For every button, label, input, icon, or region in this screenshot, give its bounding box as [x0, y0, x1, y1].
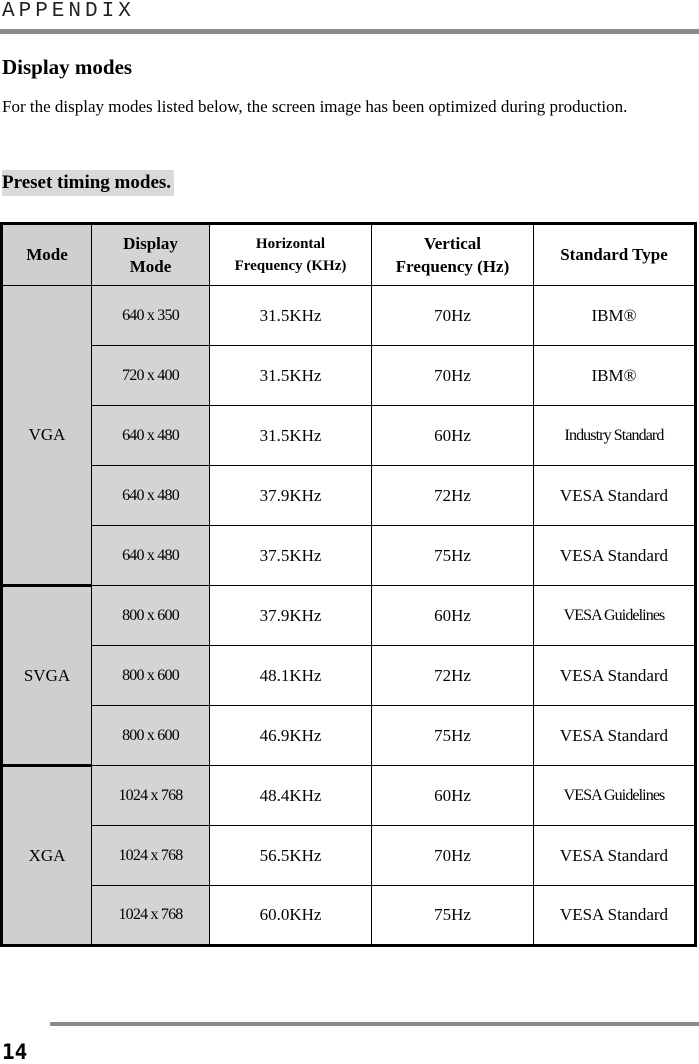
header-horizontal-line1: Horizontal — [255, 236, 326, 252]
horizontal-cell: 48.4KHz — [210, 766, 372, 826]
header-display-line1: Display — [123, 234, 178, 253]
table-row — [2, 706, 696, 766]
mode-vga: VGA — [2, 286, 92, 586]
footer-rule — [50, 1022, 699, 1026]
table-row — [2, 466, 696, 526]
horizontal-cell: 31.5KHz — [210, 346, 372, 406]
header-mode: Mode — [2, 224, 92, 286]
table-header-row — [2, 224, 696, 286]
display-mode-cell: 1024 x 768 — [92, 826, 210, 886]
header-horizontal — [210, 224, 372, 286]
table-row — [2, 526, 696, 586]
standard-cell: VESA Standard — [534, 526, 696, 586]
standard-cell: VESA Standard — [534, 646, 696, 706]
header-vertical — [372, 224, 534, 286]
display-mode-cell: 800 x 600 — [92, 706, 210, 766]
display-mode-cell: 1024 x 768 — [92, 766, 210, 826]
table-row — [2, 346, 696, 406]
header-horizontal-line2: Frequency (KHz) — [234, 258, 347, 274]
table-row — [2, 886, 696, 946]
table-row — [2, 646, 696, 706]
timing-table — [0, 222, 697, 947]
standard-cell: IBM® — [534, 286, 696, 346]
horizontal-cell: 46.9KHz — [210, 706, 372, 766]
vertical-cell: 70Hz — [372, 346, 534, 406]
table-row — [2, 286, 696, 346]
standard-cell: Industry Standard — [534, 406, 696, 466]
preset-timing-subhead: Preset timing modes. — [2, 170, 174, 196]
standard-cell: VESA Standard — [534, 886, 696, 946]
horizontal-cell: 48.1KHz — [210, 646, 372, 706]
vertical-cell: 70Hz — [372, 286, 534, 346]
vertical-cell: 72Hz — [372, 646, 534, 706]
table-row — [2, 586, 696, 646]
horizontal-cell: 31.5KHz — [210, 406, 372, 466]
standard-cell: IBM® — [534, 346, 696, 406]
header-vertical-line2: Frequency (Hz) — [395, 257, 510, 276]
vertical-cell: 60Hz — [372, 586, 534, 646]
table-row — [2, 406, 696, 466]
display-mode-cell: 640 x 350 — [92, 286, 210, 346]
vertical-cell: 75Hz — [372, 526, 534, 586]
table-row — [2, 766, 696, 826]
horizontal-cell: 31.5KHz — [210, 286, 372, 346]
display-mode-cell: 640 x 480 — [92, 466, 210, 526]
horizontal-cell: 37.9KHz — [210, 586, 372, 646]
display-mode-cell: 720 x 400 — [92, 346, 210, 406]
display-mode-cell: 800 x 600 — [92, 646, 210, 706]
standard-cell: VESA Standard — [534, 706, 696, 766]
header-display-line2: Mode — [129, 257, 172, 276]
header-rule — [0, 29, 699, 34]
standard-cell: VESA Guidelines — [534, 766, 696, 826]
table-row — [2, 826, 696, 886]
vertical-cell: 70Hz — [372, 826, 534, 886]
horizontal-cell: 37.9KHz — [210, 466, 372, 526]
display-mode-cell: 640 x 480 — [92, 406, 210, 466]
mode-xga: XGA — [2, 766, 92, 946]
header-display-mode — [92, 224, 210, 286]
horizontal-cell: 56.5KHz — [210, 826, 372, 886]
standard-cell: VESA Standard — [534, 826, 696, 886]
display-mode-cell: 1024 x 768 — [92, 886, 210, 946]
header-title: APPENDIX — [2, 0, 135, 23]
vertical-cell: 75Hz — [372, 886, 534, 946]
vertical-cell: 60Hz — [372, 406, 534, 466]
vertical-cell: 60Hz — [372, 766, 534, 826]
mode-svga: SVGA — [2, 586, 92, 766]
header-vertical-line1: Vertical — [424, 234, 481, 253]
vertical-cell: 75Hz — [372, 706, 534, 766]
vertical-cell: 72Hz — [372, 466, 534, 526]
display-mode-cell: 640 x 480 — [92, 526, 210, 586]
standard-cell: VESA Guidelines — [534, 586, 696, 646]
page-number: 14 — [2, 1040, 28, 1064]
intro-paragraph: For the display modes listed below, the screen image has been optimized during production. — [2, 97, 628, 116]
horizontal-cell: 37.5KHz — [210, 526, 372, 586]
horizontal-cell: 60.0KHz — [210, 886, 372, 946]
display-mode-cell: 800 x 600 — [92, 586, 210, 646]
header-standard-type: Standard Type — [534, 224, 696, 286]
section-title: Display modes — [2, 55, 133, 79]
standard-cell: VESA Standard — [534, 466, 696, 526]
